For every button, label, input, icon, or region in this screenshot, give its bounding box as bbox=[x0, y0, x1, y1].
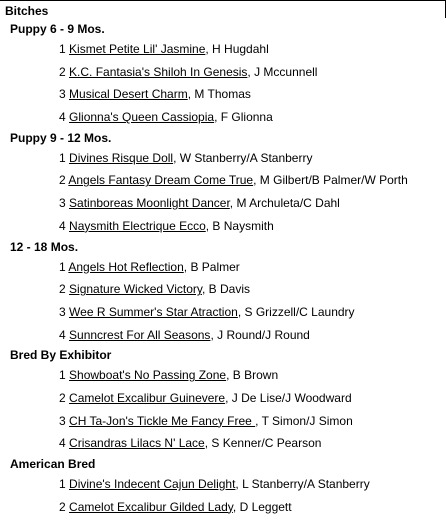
section-heading: Bitches bbox=[5, 4, 49, 18]
owner-name: T Simon/J Simon bbox=[261, 413, 353, 428]
result-entry: 2 Signature Wicked Victory, B Davis bbox=[59, 282, 250, 297]
owner-name: J Mccunnell bbox=[254, 64, 318, 79]
owner-name: B Palmer bbox=[190, 259, 240, 274]
owner-name: L Stanberry/A Stanberry bbox=[242, 477, 370, 491]
placement-number: 4 bbox=[59, 110, 66, 125]
result-entry: 4 Naysmith Electrique Ecco, B Naysmith bbox=[59, 218, 274, 233]
owner-name: B Davis bbox=[208, 282, 250, 297]
owner-name: J Round/J Round bbox=[217, 327, 310, 342]
dog-name-link[interactable]: K.C. Fantasia's Shiloh In Genesis bbox=[69, 64, 248, 79]
class-results bbox=[0, 20, 446, 518]
owner-name: H Hugdahl bbox=[212, 42, 269, 56]
result-entry: 3 Wee R Summer's Star Atraction, S Grizzell/C Laundry bbox=[59, 304, 355, 319]
placement-number: 1 bbox=[59, 368, 66, 383]
class-block bbox=[0, 20, 446, 129]
result-entry: 1 Angels Hot Reflection, B Palmer bbox=[59, 259, 240, 274]
owner-name: D Leggett bbox=[239, 499, 292, 514]
class-title: American Bred bbox=[10, 457, 96, 471]
result-entry: 2 Camelot Excalibur Guinevere, J De Lise/J Woodward bbox=[59, 390, 352, 405]
placement-number: 1 bbox=[59, 42, 66, 56]
dog-name-link[interactable]: Naysmith Electrique Ecco bbox=[69, 218, 206, 233]
class-title: 12 - 18 Mos. bbox=[10, 239, 79, 254]
placement-number: 4 bbox=[59, 436, 66, 451]
dog-name-link[interactable]: Musical Desert Charm bbox=[69, 87, 188, 102]
dog-name-link[interactable]: Divine's Indecent Cajun Delight bbox=[69, 477, 236, 491]
owner-name: M Archuleta/C Dahl bbox=[236, 196, 340, 211]
class-block bbox=[0, 238, 446, 347]
result-entry: 2 Angels Fantasy Dream Come True, M Gilbert/B Palmer/W Porth bbox=[59, 173, 408, 188]
owner-name: W Stanberry/A Stanberry bbox=[179, 150, 313, 165]
class-block bbox=[0, 129, 446, 238]
result-entry: 1 Kismet Petite Lil' Jasmine, H Hugdahl bbox=[59, 42, 269, 56]
dog-name-link[interactable]: Angels Hot Reflection bbox=[68, 259, 184, 274]
placement-number: 2 bbox=[59, 282, 66, 297]
owner-name: M Thomas bbox=[194, 87, 251, 102]
placement-number: 2 bbox=[59, 390, 66, 405]
dog-name-link[interactable]: Crisandras Lilacs N' Lace bbox=[69, 436, 205, 451]
owner-name: F Glionna bbox=[220, 110, 273, 125]
dog-name-link[interactable]: Signature Wicked Victory bbox=[69, 282, 202, 297]
owner-name: S Kenner/C Pearson bbox=[211, 436, 322, 451]
dog-name-link[interactable]: Sunncrest For All Seasons bbox=[69, 327, 211, 342]
result-entry: 2 K.C. Fantasia's Shiloh In Genesis, J Mccunnell bbox=[59, 64, 318, 79]
class-title: Puppy 9 - 12 Mos. bbox=[10, 130, 112, 145]
dog-name-link[interactable]: Wee R Summer's Star Atraction bbox=[69, 304, 238, 319]
class-block bbox=[0, 346, 446, 455]
class-title: Bred By Exhibitor bbox=[10, 348, 112, 363]
placement-number: 1 bbox=[59, 150, 66, 165]
result-entry: 4 Sunncrest For All Seasons, J Round/J Round bbox=[59, 327, 310, 342]
placement-number: 2 bbox=[59, 499, 66, 514]
dog-name-link[interactable]: Camelot Excalibur Guinevere bbox=[69, 390, 226, 405]
result-entry: 3 Musical Desert Charm, M Thomas bbox=[59, 87, 251, 102]
placement-number: 1 bbox=[59, 259, 66, 274]
placement-number: 3 bbox=[59, 413, 66, 428]
class-block bbox=[0, 455, 446, 518]
placement-number: 3 bbox=[59, 196, 66, 211]
placement-number: 4 bbox=[59, 218, 66, 233]
owner-name: M Gilbert/B Palmer/W Porth bbox=[259, 173, 408, 188]
result-entry: 1 Divine's Indecent Cajun Delight, L Stanberry/A Stanberry bbox=[59, 477, 370, 491]
dog-name-link[interactable]: Angels Fantasy Dream Come True bbox=[68, 173, 254, 188]
owner-name: J De Lise/J Woodward bbox=[231, 390, 352, 405]
placement-number: 1 bbox=[59, 477, 66, 491]
result-entry: 3 Satinboreas Moonlight Dancer, M Archuleta/C Dahl bbox=[59, 196, 340, 211]
result-entry: 3 CH Ta-Jon's Tickle Me Fancy Free , T Simon/J Simon bbox=[59, 413, 353, 428]
result-entry: 4 Crisandras Lilacs N' Lace, S Kenner/C Pearson bbox=[59, 436, 322, 451]
dog-name-link[interactable]: Glionna's Queen Cassiopia bbox=[69, 110, 215, 125]
owner-name: S Grizzell/C Laundry bbox=[244, 304, 355, 319]
placement-number: 3 bbox=[59, 304, 66, 319]
result-entry: 2 Camelot Excalibur Gilded Lady, D Leggett bbox=[59, 499, 292, 514]
placement-number: 2 bbox=[59, 173, 66, 188]
owner-name: B Brown bbox=[232, 368, 279, 383]
dog-name-link[interactable]: Camelot Excalibur Gilded Lady bbox=[69, 499, 233, 514]
dog-name-link[interactable]: Divines Risque Doll bbox=[69, 150, 174, 165]
placement-number: 3 bbox=[59, 87, 66, 102]
dog-name-link[interactable]: CH Ta-Jon's Tickle Me Fancy Free bbox=[69, 413, 256, 428]
dog-name-link[interactable]: Showboat's No Passing Zone bbox=[69, 368, 227, 383]
result-entry: 1 Showboat's No Passing Zone, B Brown bbox=[59, 368, 279, 383]
class-title: Puppy 6 - 9 Mos. bbox=[10, 22, 105, 36]
dog-name-link[interactable]: Satinboreas Moonlight Dancer bbox=[69, 196, 230, 211]
dog-name-link[interactable]: Kismet Petite Lil' Jasmine bbox=[69, 42, 206, 56]
owner-name: B Naysmith bbox=[212, 218, 274, 233]
placement-number: 2 bbox=[59, 64, 66, 79]
top-divider bbox=[0, 0, 446, 1]
result-entry: 4 Glionna's Queen Cassiopia, F Glionna bbox=[59, 110, 273, 125]
result-entry: 1 Divines Risque Doll, W Stanberry/A Stanberry bbox=[59, 150, 313, 165]
placement-number: 4 bbox=[59, 327, 66, 342]
